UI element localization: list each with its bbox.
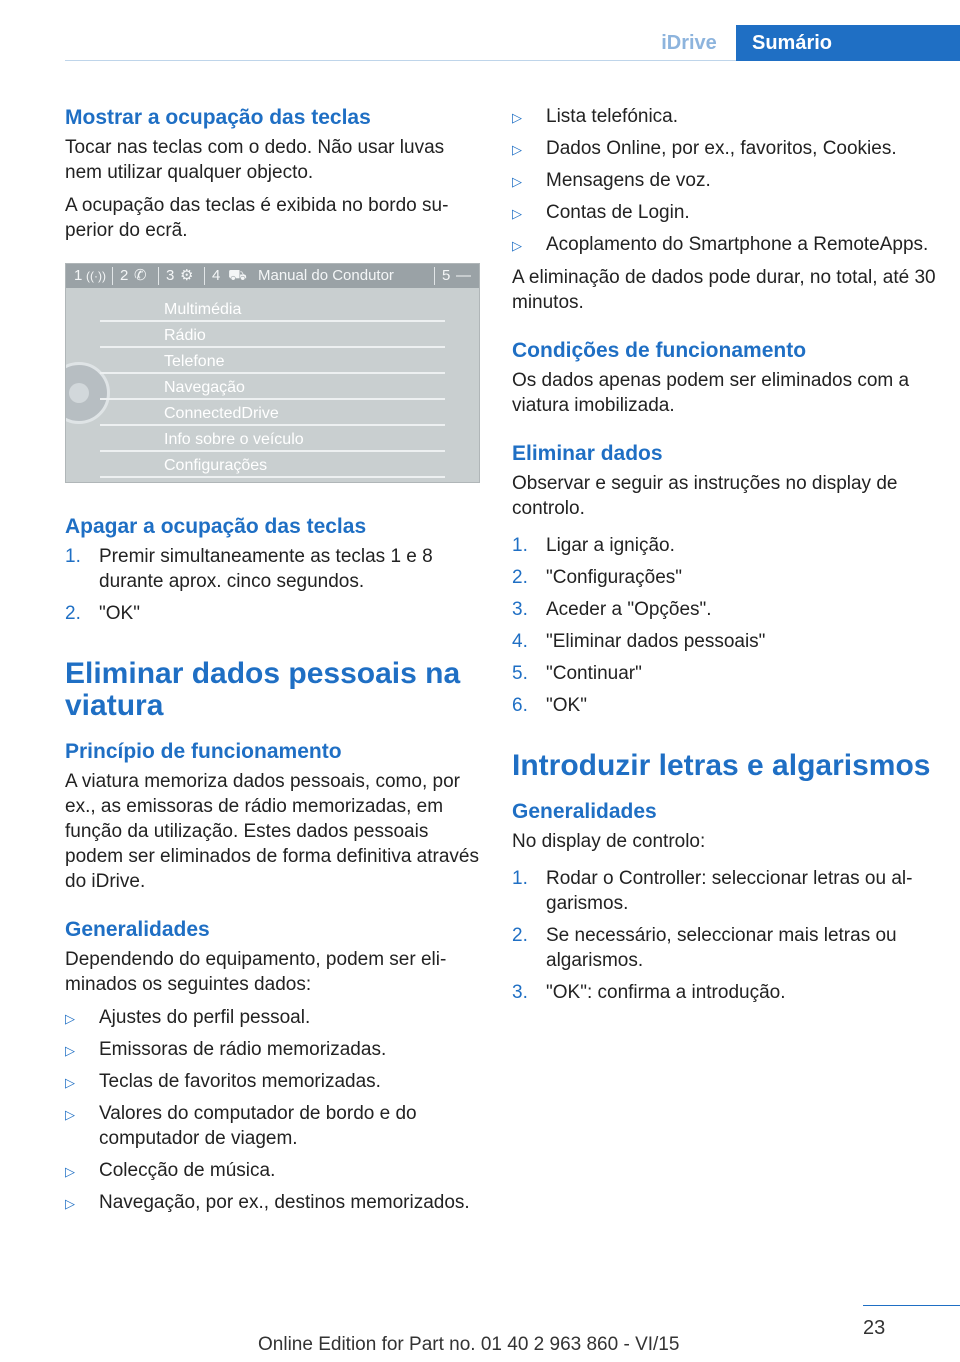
bullet-text: Ajustes do perfil pessoal.: [99, 1007, 311, 1028]
triangle-bullet-icon: ▷: [65, 1164, 75, 1179]
list-item: [512, 597, 937, 622]
menu-item-navegacao: Navegação: [100, 376, 445, 400]
step-number: 5.: [512, 663, 528, 684]
step-text: Rodar o Controller: seleccionar letras ou algarismos.: [546, 868, 913, 914]
list-item: [512, 200, 937, 225]
section-title-operating-conditions: Condições de funcionamento: [512, 339, 807, 362]
list-item: [512, 533, 937, 558]
triangle-bullet-icon: ▷: [512, 238, 522, 253]
list-item: [65, 1101, 480, 1151]
signal-icon: ((·)): [86, 269, 106, 283]
list-item: [65, 1158, 480, 1183]
step-text: "OK": confirma a introdução.: [546, 982, 786, 1003]
bullet-text: Dados Online, por ex., favoritos, Cookies.: [546, 138, 897, 159]
paragraph: Tocar nas teclas com o dedo. Não usar luvas nem utilizar qualquer objecto.: [65, 137, 445, 183]
menu-item-radio: Rádio: [100, 324, 445, 348]
bullet-text: Lista telefónica.: [546, 106, 679, 127]
triangle-bullet-icon: ▷: [65, 1107, 75, 1122]
step-text: Se necessário, seleccionar mais letras ou algarismos.: [546, 925, 897, 971]
list-item: [512, 136, 937, 161]
bar-key-1: 1: [74, 267, 83, 284]
bullet-text: Mensagens de voz.: [546, 170, 711, 191]
list-item: [512, 693, 937, 718]
section-title-principle: Princípio de funcionamento: [65, 740, 342, 763]
menu-item-multimedia: Multimédia: [100, 298, 445, 322]
list-item: [512, 866, 937, 916]
list-item: [512, 980, 937, 1005]
step-number: 2.: [65, 603, 81, 624]
step-text: "OK": [99, 603, 140, 624]
step-number: 1.: [65, 546, 81, 567]
steps-list: [65, 544, 480, 626]
bullet-text: Emissoras de rádio memorizadas.: [99, 1039, 387, 1060]
gear-icon: ⚙: [180, 267, 194, 284]
step-number: 2.: [512, 925, 528, 946]
menu-lines-icon: —: [456, 267, 471, 284]
bullet-text: Acoplamento do Smartphone a RemoteApps.: [546, 234, 929, 255]
menu-item-telefone: Telefone: [100, 350, 445, 374]
triangle-bullet-icon: ▷: [65, 1075, 75, 1090]
paragraph: Os dados apenas podem ser eliminados com a viatura imobilizada.: [512, 370, 910, 416]
step-number: 1.: [512, 535, 528, 556]
triangle-bullet-icon: ▷: [65, 1043, 75, 1058]
step-text: "Configurações": [546, 567, 683, 588]
bar-divider: [434, 267, 435, 285]
triangle-bullet-icon: ▷: [512, 174, 522, 189]
list-item: [512, 923, 937, 973]
triangle-bullet-icon: ▷: [65, 1011, 75, 1026]
step-number: 2.: [512, 567, 528, 588]
bar-divider: [112, 267, 113, 285]
car-icon: ⛟: [228, 267, 247, 284]
footer-rule: [863, 1305, 960, 1306]
bar-key-4: 4: [212, 267, 221, 284]
list-item: [65, 601, 480, 626]
paragraph: Dependendo do equipamento, podem ser eliminados os seguintes dados:: [65, 949, 447, 995]
paragraph: No display de controlo:: [512, 831, 706, 852]
bullet-text: Contas de Login.: [546, 202, 690, 223]
triangle-bullet-icon: ▷: [512, 206, 522, 221]
triangle-bullet-icon: ▷: [512, 110, 522, 125]
page-number: 23: [863, 1317, 886, 1339]
list-item: [65, 1037, 480, 1062]
list-item: [512, 168, 937, 193]
left-column: [65, 104, 480, 1223]
bullet-text: Teclas de favoritos memorizadas.: [99, 1071, 381, 1092]
paragraph: A viatura memoriza dados pessoais, como, por ex., as emissoras de rádio memorizadas, em função da utilização. Estes dados pessoais podem ser eliminados de forma definitiva através do iDrive.: [65, 771, 479, 892]
bullet-text: Navegação, por ex., destinos memorizados.: [99, 1192, 470, 1213]
section-title-delete-key-assignment: Apagar a ocupação das teclas: [65, 515, 367, 538]
triangle-bullet-icon: ▷: [512, 142, 522, 157]
section-title-show-key-assignment: Mostrar a ocupação das teclas: [65, 106, 371, 129]
list-item: [512, 629, 937, 654]
step-number: 1.: [512, 868, 528, 889]
phone-icon: ✆: [134, 267, 147, 284]
list-item: [512, 104, 937, 129]
paragraph: Observar e seguir as instruções no display de controlo.: [512, 473, 898, 519]
bullet-text: Colecção de música.: [99, 1160, 276, 1181]
step-text: "OK": [546, 695, 587, 716]
list-item: [65, 544, 480, 594]
list-item: [65, 1190, 480, 1215]
step-text: Ligar a ignição.: [546, 535, 675, 556]
menu-item-configuracoes: Configurações: [100, 454, 445, 478]
list-item: [512, 565, 937, 590]
bullet-list: [512, 104, 937, 257]
screenshot-status-bar: [66, 264, 479, 288]
bar-key-3: 3: [166, 267, 175, 284]
section-title-delete-data: Eliminar dados: [512, 442, 663, 465]
bullet-list: [65, 1005, 480, 1215]
idrive-menu-screenshot: [65, 263, 480, 483]
step-number: 6.: [512, 695, 528, 716]
menu-item-connecteddrive: ConnectedDrive: [100, 402, 445, 426]
list-item: [512, 232, 937, 257]
paragraph: A ocupação das teclas é exibida no bordo superior do ecrã.: [65, 195, 449, 241]
list-item: [65, 1005, 480, 1030]
menu-item-info-veiculo: Info sobre o veículo: [100, 428, 445, 452]
bar-title: Manual do Condutor: [258, 267, 394, 284]
step-text: "Eliminar dados pessoais": [546, 631, 766, 652]
list-item: [512, 661, 937, 686]
step-text: Aceder a "Opções".: [546, 599, 712, 620]
steps-list: [512, 866, 937, 1005]
chapter-title-delete-personal-data: Eliminar dados pessoais na viatura: [65, 657, 461, 722]
step-number: 4.: [512, 631, 528, 652]
step-text: "Continuar": [546, 663, 642, 684]
paragraph: A eliminação de dados pode durar, no total, até 30 minutos.: [512, 267, 936, 313]
tab-idrive[interactable]: iDrive: [661, 32, 717, 54]
step-number: 3.: [512, 982, 528, 1003]
bar-divider: [158, 267, 159, 285]
bar-divider: [204, 267, 205, 285]
section-title-general: Generalidades: [65, 918, 210, 941]
bar-key-2: 2: [120, 267, 129, 284]
chapter-title-enter-letters-numbers: Introduzir letras e algarismos: [512, 749, 931, 782]
steps-list: [512, 533, 937, 718]
right-column: [512, 104, 937, 1013]
tab-sumario[interactable]: Sumário: [736, 25, 960, 61]
edition-footer: Online Edition for Part no. 01 40 2 963 860 - VI/15: [258, 1334, 680, 1355]
list-item: [65, 1069, 480, 1094]
bullet-text: Valores do computador de bordo e do computador de viagem.: [99, 1103, 417, 1149]
triangle-bullet-icon: ▷: [65, 1196, 75, 1211]
step-number: 3.: [512, 599, 528, 620]
bar-key-5: 5: [442, 267, 451, 284]
section-title-general-2: Generalidades: [512, 800, 657, 823]
step-text: Premir simultaneamente as teclas 1 e 8 durante aprox. cinco segundos.: [99, 546, 433, 592]
